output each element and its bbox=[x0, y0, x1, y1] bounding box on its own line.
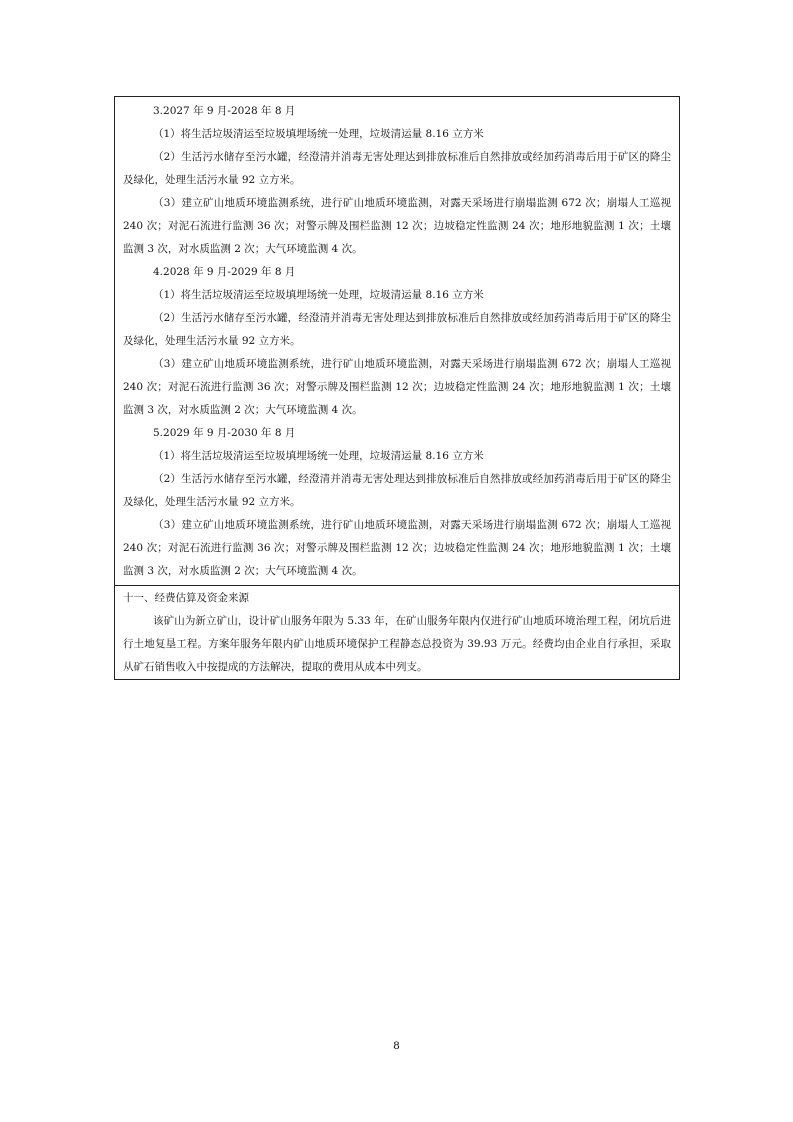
period-heading: 3.2027 年 9 月-2028 年 8 月 bbox=[153, 105, 296, 117]
period-heading: 5.2029 年 9 月-2030 年 8 月 bbox=[153, 427, 296, 439]
monitoring-plan-cell bbox=[115, 97, 679, 585]
plan-item: （2）生活污水储存至污水罐，经澄清并消毒无害处理达到排放标准后自然排放或经加药消毒后用于矿区的降尘及绿化，处理生活污水量 92 立方米。 bbox=[123, 151, 671, 186]
page-number: 8 bbox=[393, 1040, 400, 1052]
section-heading: 十一、经费估算及资金来源 bbox=[123, 592, 249, 604]
content-table bbox=[114, 96, 680, 680]
plan-item: （3）建立矿山地质环境监测系统，进行矿山地质环境监测，对露天采场进行崩塌监测 672 次；崩塌人工巡视 240 次；对泥石流进行监测 36 次；对警示牌及围栏监测 12 次；边坡稳定性监测 24 次；地形地貌监测 1 次；土壤监测 3 次，对水质监测 2 次；大气环境监测 4 次。 bbox=[123, 197, 671, 255]
plan-item: （1）将生活垃圾清运至垃圾填埋场统一处理，垃圾清运量 8.16 立方米 bbox=[153, 450, 484, 462]
plan-item: （3）建立矿山地质环境监测系统，进行矿山地质环境监测，对露天采场进行崩塌监测 672 次；崩塌人工巡视 240 次；对泥石流进行监测 36 次；对警示牌及围栏监测 12 次；边坡稳定性监测 24 次；地形地貌监测 1 次；土壤监测 3 次，对水质监测 2 次；大气环境监测 4 次。 bbox=[123, 358, 671, 416]
plan-item: （3）建立矿山地质环境监测系统，进行矿山地质环境监测，对露天采场进行崩塌监测 672 次；崩塌人工巡视 240 次；对泥石流进行监测 36 次；对警示牌及围栏监测 12 次；边坡稳定性监测 24 次；地形地貌监测 1 次；土壤监测 3 次，对水质监测 2 次；大气环境监测 4 次。 bbox=[123, 519, 671, 577]
period-heading: 4.2028 年 9 月-2029 年 8 月 bbox=[153, 266, 296, 278]
plan-item: （1）将生活垃圾清运至垃圾填埋场统一处理，垃圾清运量 8.16 立方米 bbox=[153, 128, 484, 140]
plan-item: （2）生活污水储存至污水罐，经澄清并消毒无害处理达到排放标准后自然排放或经加药消毒后用于矿区的降尘及绿化，处理生活污水量 92 立方米。 bbox=[123, 312, 671, 347]
funding-cell bbox=[115, 585, 679, 679]
plan-item: （1）将生活垃圾清运至垃圾填埋场统一处理，垃圾清运量 8.16 立方米 bbox=[153, 289, 484, 301]
plan-item: （2）生活污水储存至污水罐，经澄清并消毒无害处理达到排放标准后自然排放或经加药消毒后用于矿区的降尘及绿化，处理生活污水量 92 立方米。 bbox=[123, 473, 671, 508]
funding-paragraph: 该矿山为新立矿山，设计矿山服务年限为 5.33 年，在矿山服务年限内仅进行矿山地质环境治理工程，闭坑后进行土地复垦工程。方案年服务年限内矿山地质环境保护工程静态总投资为 39.93 万元。经费均由企业自行承担，采取从矿石销售收入中按提成的方法解决，提取的费用从成本中列支。 bbox=[123, 615, 671, 673]
